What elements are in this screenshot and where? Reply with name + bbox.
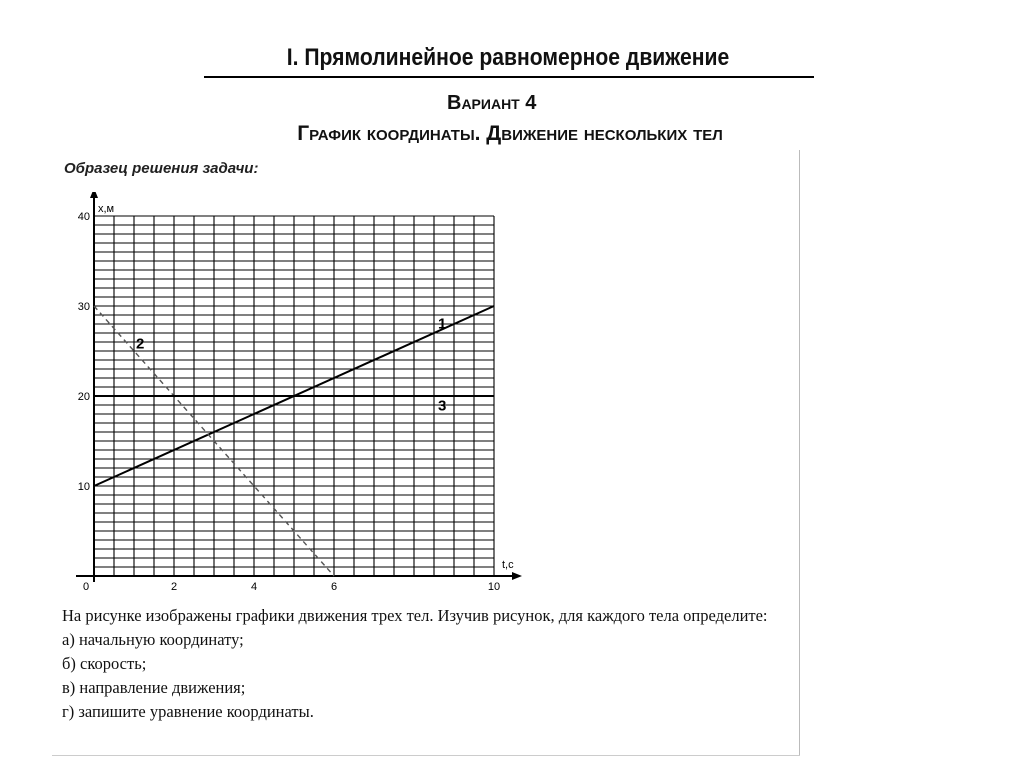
x-tick-label: 10 [487, 581, 501, 593]
title-underline [204, 76, 814, 78]
page-subtitle: График координаты. Движение нескольких тел [297, 122, 723, 145]
task-intro: На рисунке изображены графики движения трех тел. Изучив рисунок, для каждого тела определите: [62, 606, 768, 625]
series-label-2: 2 [136, 335, 145, 353]
task-text [62, 604, 797, 724]
section-title: I. Прямолинейное равномерное движение [286, 44, 730, 71]
x-tick-label: 4 [250, 581, 258, 593]
x-tick-label: 0 [82, 581, 90, 593]
variant-label: Вариант 4 [447, 92, 537, 114]
sample-solution-label: Образец решения задачи: [64, 160, 259, 177]
x-axis-label: t,c [502, 559, 514, 571]
y-tick-label: 20 [77, 391, 90, 403]
frame-border-bottom [52, 755, 800, 756]
y-tick-label: 40 [77, 211, 90, 223]
x-tick-label: 6 [330, 581, 338, 593]
y-axis-arrow-icon [90, 192, 98, 198]
series-label-3: 3 [438, 397, 447, 415]
task-item-d: г) запишите уравнение координаты. [62, 702, 314, 721]
y-tick-label: 30 [77, 301, 90, 313]
task-item-c: в) направление движения; [62, 678, 246, 697]
task-item-a: а) начальную координату; [62, 630, 244, 649]
y-axis-label: x,м [98, 203, 115, 215]
x-axis-arrow-icon [512, 572, 522, 580]
task-item-b: б) скорость; [62, 654, 147, 673]
y-tick-label: 10 [77, 481, 90, 493]
frame-border-right [799, 150, 800, 755]
coordinate-chart [60, 192, 540, 602]
x-tick-label: 2 [170, 581, 178, 593]
series-label-1: 1 [438, 315, 447, 333]
